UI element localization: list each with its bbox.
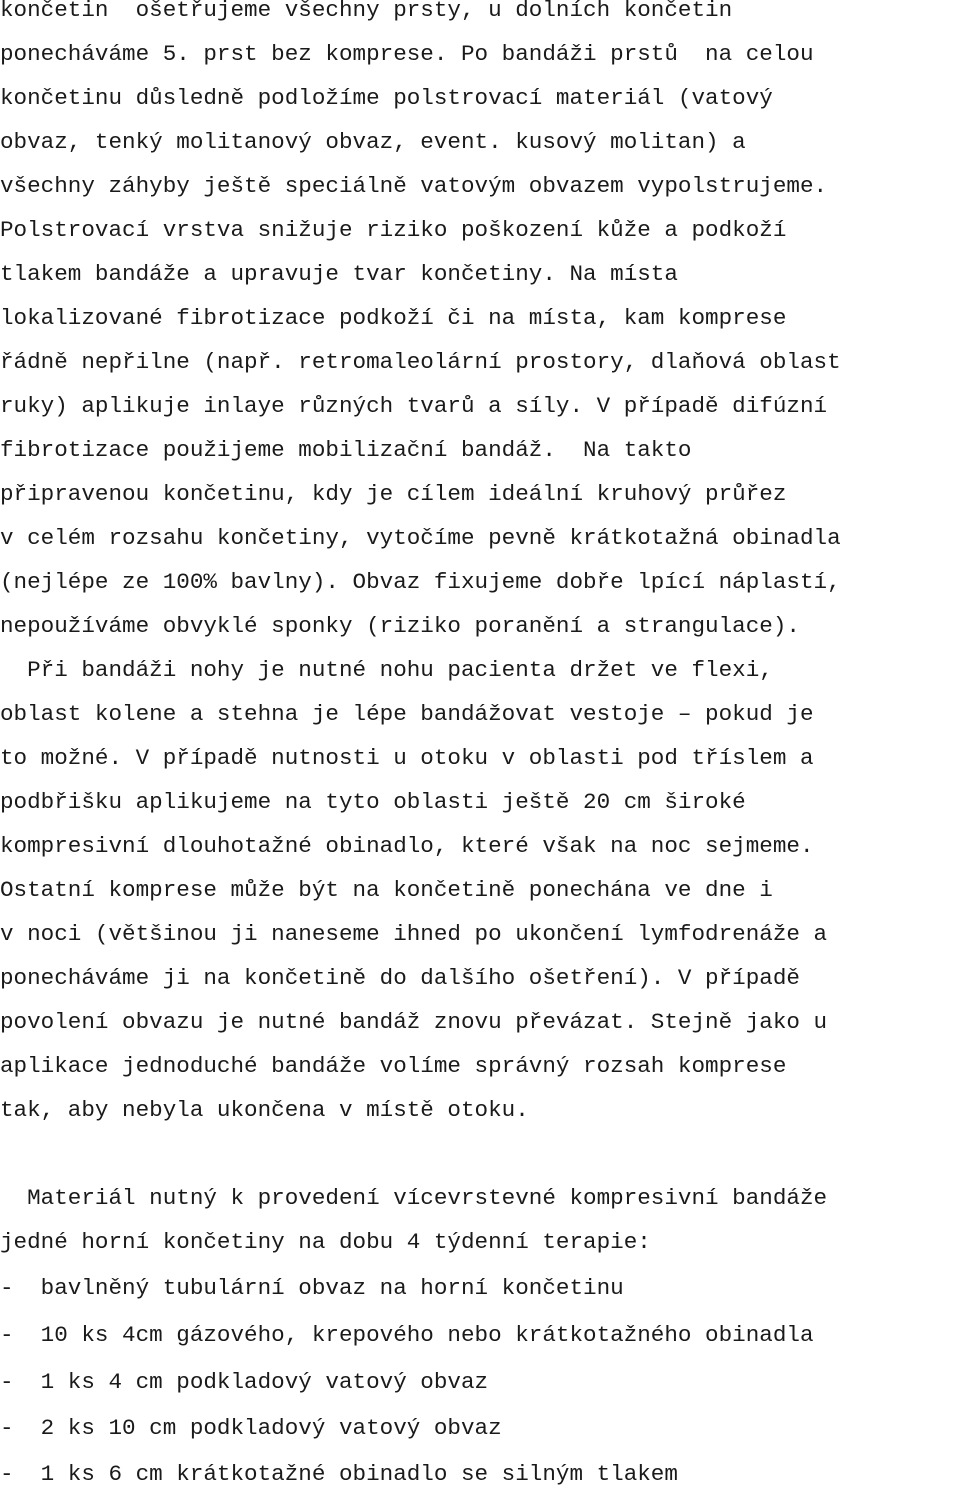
paragraph-2-line: Ostatní komprese může být na končetině ponechána ve dne i [0,877,773,903]
materials-list-item: - 10 ks 4cm gázového, krepového nebo krátkotažného obinadla [0,1322,814,1348]
paragraph-2-line: aplikace jednoduché bandáže volíme správný rozsah komprese [0,1053,787,1079]
materials-list-item: - 1 ks 4 cm podkladový vatový obvaz [0,1369,489,1395]
paragraph-1-line: fibrotizace použijeme mobilizační bandáž. Na takto [0,437,692,463]
paragraph-1-line: ponecháváme 5. prst bez komprese. Po bandáži prstů na celou [0,41,814,67]
paragraph-2-line: Při bandáži nohy je nutné nohu pacienta držet ve flexi, [0,657,773,683]
paragraph-2-line: tak, aby nebyla ukončena v místě otoku. [0,1097,529,1123]
paragraph-2-line: v noci (většinou ji naneseme ihned po ukončení lymfodrenáže a [0,921,828,947]
paragraph-2-line: to možné. V případě nutnosti u otoku v oblasti pod tříslem a [0,745,814,771]
materials-intro-line: jedné horní končetiny na dobu 4 týdenní terapie: [0,1229,651,1255]
paragraph-1-line: nepoužíváme obvyklé sponky (riziko poranění a strangulace). [0,613,800,639]
paragraph-1-line: řádně nepřilne (např. retromaleolární prostory, dlaňová oblast [0,349,841,375]
paragraph-1-line: (nejlépe ze 100% bavlny). Obvaz fixujeme dobře lpící náplastí, [0,569,841,595]
paragraph-1-line: ruky) aplikuje inlaye různých tvarů a síly. V případě difúzní [0,393,828,419]
paragraph-1-line: končetin ošetřujeme všechny prsty, u dolních končetin [0,0,733,23]
paragraph-1-line: v celém rozsahu končetiny, vytočíme pevně krátkotažná obinadla [0,525,841,551]
paragraph-2-line: povolení obvazu je nutné bandáž znovu převázat. Stejně jako u [0,1009,828,1035]
paragraph-1-line: končetinu důsledně podložíme polstrovací materiál (vatový [0,85,773,111]
paragraph-1-line: lokalizované fibrotizace podkoží či na místa, kam komprese [0,305,787,331]
paragraph-2-line: ponecháváme ji na končetině do dalšího ošetření). V případě [0,965,800,991]
paragraph-1-line: připravenou končetinu, kdy je cílem ideální kruhový průřez [0,481,787,507]
materials-list-item: - 1 ks 6 cm krátkotažné obinadlo se silným tlakem [0,1461,678,1487]
materials-list-item: - 2 ks 10 cm podkladový vatový obvaz [0,1415,502,1441]
materials-list-item: - bavlněný tubulární obvaz na horní končetinu [0,1275,624,1301]
paragraph-1-line: tlakem bandáže a upravuje tvar končetiny. Na místa [0,261,678,287]
paragraph-1-line: obvaz, tenký molitanový obvaz, event. kusový molitan) a [0,129,746,155]
paragraph-2-line: oblast kolene a stehna je lépe bandážovat vestoje – pokud je [0,701,814,727]
paragraph-2-line: kompresivní dlouhotažné obinadlo, které však na noc sejmeme. [0,833,814,859]
paragraph-2-line: podbřišku aplikujeme na tyto oblasti ještě 20 cm široké [0,789,746,815]
paragraph-1-line: všechny záhyby ještě speciálně vatovým obvazem vypolstrujeme. [0,173,828,199]
materials-intro-line: Materiál nutný k provedení vícevrstevné kompresivní bandáže [0,1185,828,1211]
paragraph-1-line: Polstrovací vrstva snižuje riziko poškození kůže a podkoží [0,217,787,243]
